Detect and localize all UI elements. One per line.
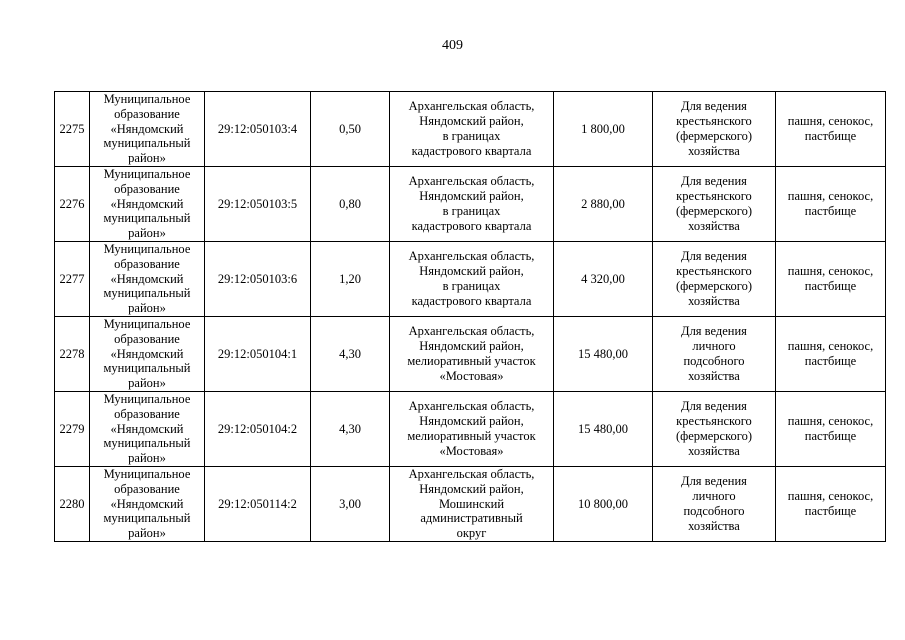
cell-location-line: в границах [442, 278, 501, 293]
cell-purpose-line: личного [692, 489, 736, 504]
cell-purpose-line: крестьянского [676, 189, 752, 204]
cell-purpose-line: крестьянского [676, 264, 752, 279]
cell-area: 0,80 [311, 166, 390, 241]
cell-location-line: кадастрового квартала [411, 218, 532, 233]
cell-owner-line: «Няндомский [110, 121, 184, 136]
cell-purpose-line: подсобного [683, 353, 745, 368]
cell-owner-line: район» [128, 451, 166, 466]
cell-number: 2277 [55, 241, 90, 316]
cell-owner-line: Муниципальное [103, 391, 191, 406]
table-row [55, 391, 886, 466]
cell-owner-line: образование [114, 256, 180, 271]
cell-owner-line: район» [128, 226, 166, 241]
cell-purpose-line: (фермерского) [675, 203, 753, 218]
cell-purpose-line: личного [692, 339, 736, 354]
cell-location [390, 391, 554, 466]
cell-owner-line: район» [128, 301, 166, 316]
cell-purpose-line: хозяйства [688, 443, 740, 458]
cell-owner-line: «Няндомский [110, 271, 184, 286]
cell-purpose [653, 166, 776, 241]
cell-land-use [776, 92, 886, 167]
cell-area: 0,50 [311, 92, 390, 167]
cell-price: 15 480,00 [554, 316, 653, 391]
cell-location-line: Архангельская область, [408, 324, 535, 339]
cell-location-line: «Мостовая» [439, 443, 504, 458]
cell-owner-line: муниципальный [103, 511, 191, 526]
cell-location-line: Няндомский район, [419, 189, 524, 204]
cell-land-use [776, 391, 886, 466]
cell-location-line: Няндомский район, [419, 339, 524, 354]
cell-purpose [653, 92, 776, 167]
cell-area: 4,30 [311, 316, 390, 391]
cell-location-line: Няндомский район, [419, 114, 524, 129]
cell-land-use [776, 316, 886, 391]
cell-location-line: Архангельская область, [408, 99, 535, 114]
cell-owner-line: муниципальный [103, 436, 191, 451]
cell-location [390, 241, 554, 316]
cell-owner-line: образование [114, 481, 180, 496]
cell-owner-line: «Няндомский [110, 196, 184, 211]
cell-location-line: Архангельская область, [408, 466, 535, 481]
cell-owner [90, 92, 205, 167]
cell-land-use-line: пашня, сенокос, [787, 339, 874, 354]
cell-owner-line: образование [114, 406, 180, 421]
cell-price: 2 880,00 [554, 166, 653, 241]
cell-land-use-line: пашня, сенокос, [787, 114, 874, 129]
table-body [55, 92, 886, 542]
cell-owner-line: «Няндомский [110, 496, 184, 511]
cell-land-use-line: пастбище [804, 203, 857, 218]
cell-land-use-line: пастбище [804, 503, 857, 518]
cell-purpose-line: Для ведения [681, 99, 747, 114]
cell-location-line: административный [420, 511, 523, 526]
cell-owner-line: образование [114, 331, 180, 346]
cell-location [390, 92, 554, 167]
cell-area: 1,20 [311, 241, 390, 316]
cell-purpose [653, 466, 776, 541]
cell-purpose-line: Для ведения [681, 474, 747, 489]
cell-land-use-line: пашня, сенокос, [787, 489, 874, 504]
cell-location-line: Архангельская область, [408, 174, 535, 189]
cell-owner-line: район» [128, 376, 166, 391]
cell-location-line: Архангельская область, [408, 249, 535, 264]
cell-location-line: Мошинский [438, 496, 505, 511]
cell-owner-line: муниципальный [103, 136, 191, 151]
cell-purpose [653, 316, 776, 391]
cell-cadastral-number: 29:12:050103:6 [205, 241, 311, 316]
cell-price: 1 800,00 [554, 92, 653, 167]
cell-price: 15 480,00 [554, 391, 653, 466]
cell-area: 4,30 [311, 391, 390, 466]
cell-purpose-line: хозяйства [688, 368, 740, 383]
cell-owner-line: муниципальный [103, 211, 191, 226]
cell-owner [90, 241, 205, 316]
cell-location-line: округ [456, 526, 487, 541]
cell-owner-line: район» [128, 526, 166, 541]
cell-land-use-line: пастбище [804, 428, 857, 443]
cell-owner [90, 316, 205, 391]
cell-location-line: «Мостовая» [439, 368, 504, 383]
cell-purpose-line: хозяйства [688, 293, 740, 308]
cell-owner-line: образование [114, 181, 180, 196]
cell-location-line: мелиоративный участок [407, 353, 536, 368]
cell-location-line: Няндомский район, [419, 481, 524, 496]
cell-owner-line: «Няндомский [110, 346, 184, 361]
cell-number: 2278 [55, 316, 90, 391]
cell-purpose-line: хозяйства [688, 518, 740, 533]
cell-location-line: в границах [442, 203, 501, 218]
cell-cadastral-number: 29:12:050103:5 [205, 166, 311, 241]
cell-land-use [776, 166, 886, 241]
cell-location-line: в границах [442, 128, 501, 143]
table-row [55, 92, 886, 167]
cell-owner [90, 391, 205, 466]
cell-land-use-line: пастбище [804, 353, 857, 368]
page-number: 409 [442, 38, 463, 53]
cell-purpose-line: (фермерского) [675, 428, 753, 443]
cell-land-use-line: пашня, сенокос, [787, 189, 874, 204]
cell-location-line: кадастрового квартала [411, 143, 532, 158]
cell-purpose-line: Для ведения [681, 174, 747, 189]
table-row [55, 466, 886, 541]
cell-location [390, 466, 554, 541]
cell-land-use-line: пастбище [804, 278, 857, 293]
cell-land-use-line: пастбище [804, 128, 857, 143]
cell-number: 2280 [55, 466, 90, 541]
cell-number: 2275 [55, 92, 90, 167]
cell-land-use-line: пашня, сенокос, [787, 414, 874, 429]
cell-purpose-line: подсобного [683, 503, 745, 518]
cell-purpose-line: Для ведения [681, 324, 747, 339]
cell-owner-line: Муниципальное [103, 241, 191, 256]
table-row [55, 166, 886, 241]
cell-location-line: Няндомский район, [419, 264, 524, 279]
cell-number: 2276 [55, 166, 90, 241]
cell-location [390, 316, 554, 391]
cell-owner-line: муниципальный [103, 361, 191, 376]
cell-owner-line: «Няндомский [110, 421, 184, 436]
cell-owner-line: Муниципальное [103, 92, 191, 106]
cell-land-use [776, 466, 886, 541]
cell-purpose-line: Для ведения [681, 399, 747, 414]
cell-purpose-line: (фермерского) [675, 128, 753, 143]
cell-owner-line: муниципальный [103, 286, 191, 301]
cell-price: 10 800,00 [554, 466, 653, 541]
cell-purpose-line: (фермерского) [675, 278, 753, 293]
cell-cadastral-number: 29:12:050104:2 [205, 391, 311, 466]
cell-purpose-line: крестьянского [676, 114, 752, 129]
cell-owner-line: Муниципальное [103, 466, 191, 481]
cell-purpose [653, 241, 776, 316]
cell-location-line: Няндомский район, [419, 414, 524, 429]
cell-number: 2279 [55, 391, 90, 466]
cell-location-line: кадастрового квартала [411, 293, 532, 308]
cell-owner [90, 166, 205, 241]
cell-purpose [653, 391, 776, 466]
cell-owner [90, 466, 205, 541]
cell-purpose-line: хозяйства [688, 143, 740, 158]
cell-cadastral-number: 29:12:050114:2 [205, 466, 311, 541]
cell-land-use [776, 241, 886, 316]
table-row [55, 316, 886, 391]
cell-cadastral-number: 29:12:050104:1 [205, 316, 311, 391]
cell-location [390, 166, 554, 241]
land-plots-table [54, 91, 886, 542]
cell-cadastral-number: 29:12:050103:4 [205, 92, 311, 167]
cell-location-line: Архангельская область, [408, 399, 535, 414]
cell-owner-line: район» [128, 151, 166, 166]
cell-owner-line: Муниципальное [103, 316, 191, 331]
cell-purpose-line: хозяйства [688, 218, 740, 233]
cell-owner-line: Муниципальное [103, 166, 191, 181]
cell-purpose-line: крестьянского [676, 414, 752, 429]
cell-area: 3,00 [311, 466, 390, 541]
cell-purpose-line: Для ведения [681, 249, 747, 264]
cell-location-line: мелиоративный участок [407, 428, 536, 443]
cell-price: 4 320,00 [554, 241, 653, 316]
cell-land-use-line: пашня, сенокос, [787, 264, 874, 279]
table-row [55, 241, 886, 316]
cell-owner-line: образование [114, 106, 180, 121]
